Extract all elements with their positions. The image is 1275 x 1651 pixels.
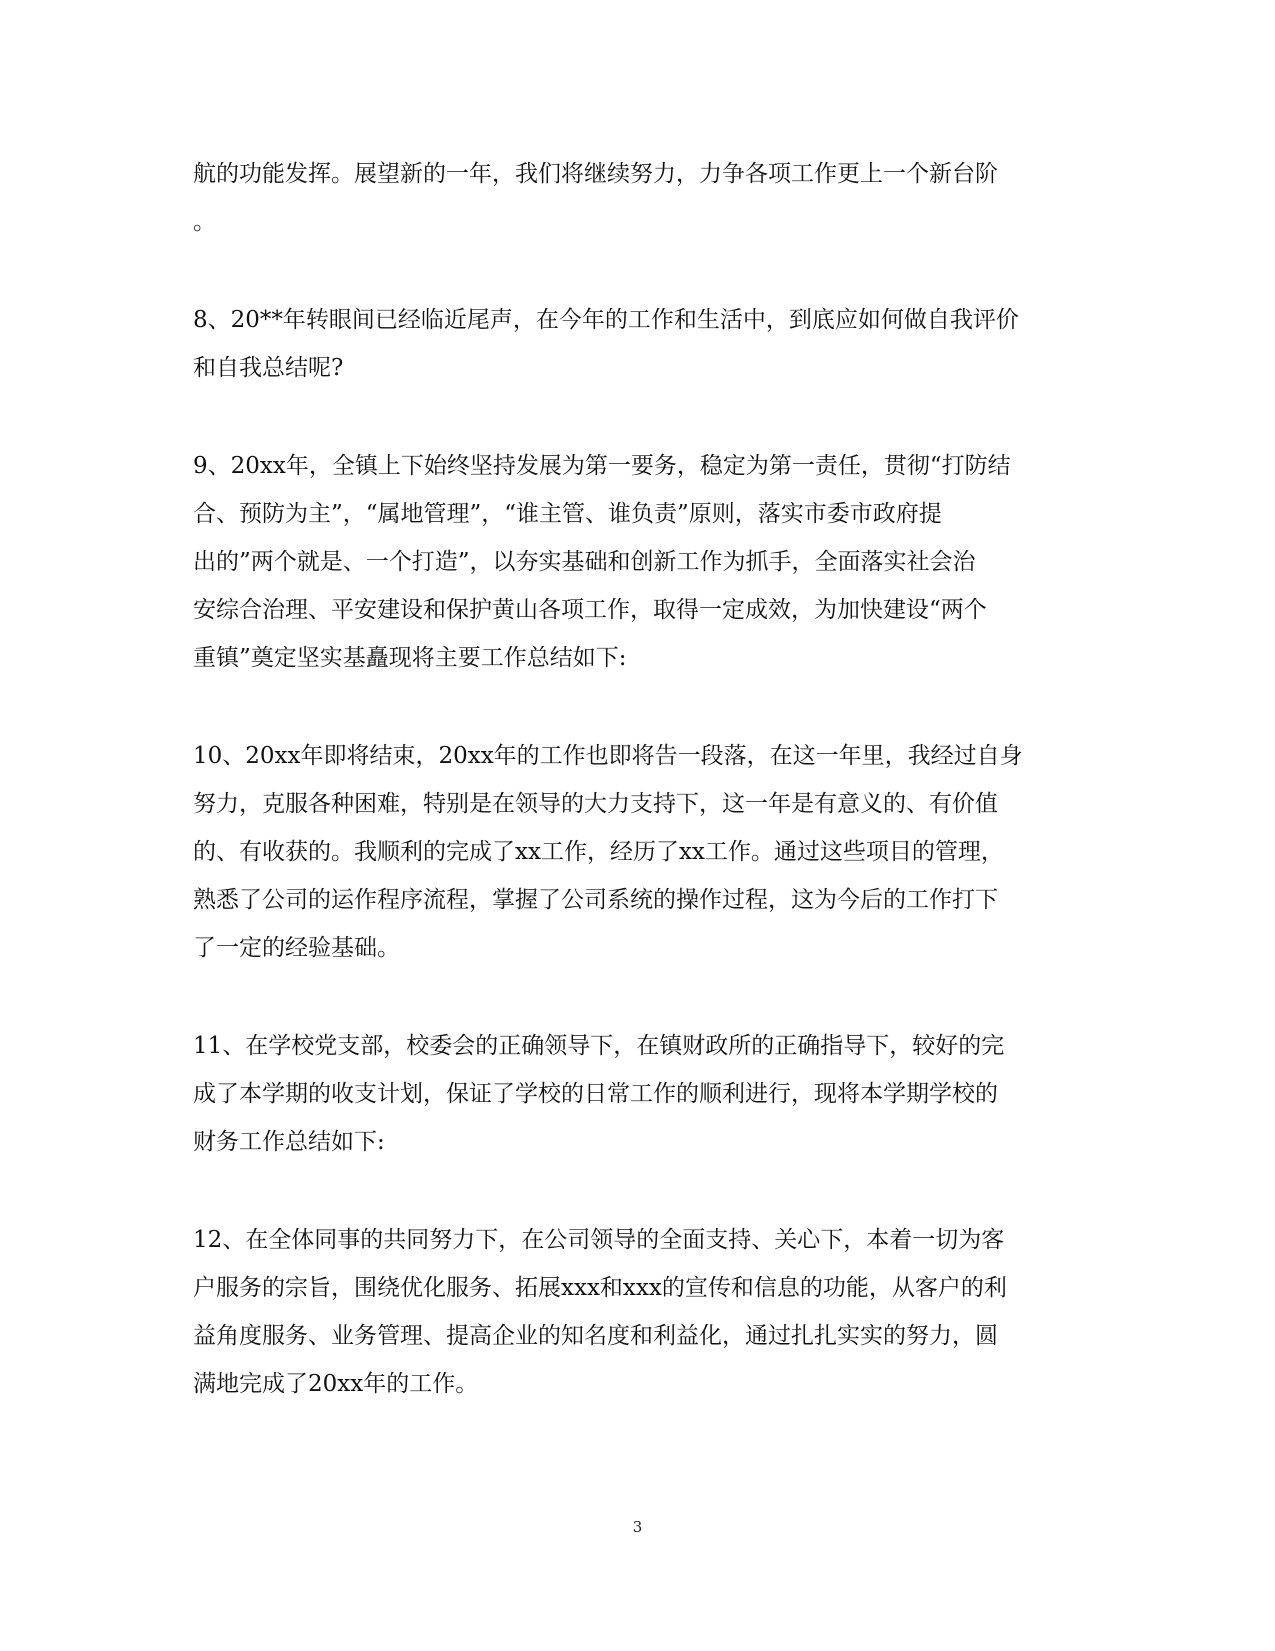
text-line: 努力，克服各种困难，特别是在领导的大力支持下，这一年是有意义的、有价值	[193, 791, 998, 817]
text-line: 财务工作总结如下:	[193, 1129, 385, 1155]
text-line: 益角度服务、业务管理、提高企业的知名度和利益化，通过扎扎实实的努力，圆	[193, 1323, 998, 1349]
paragraph-item-10	[193, 732, 1083, 972]
page-number: 3	[632, 1518, 643, 1536]
text-line: 满地完成了20xx年的工作。	[193, 1371, 479, 1397]
text-line: 。	[193, 209, 216, 235]
text-line: 重镇”奠定坚实基矗现将主要工作总结如下:	[193, 645, 627, 671]
text-line: 户服务的宗旨，围绕优化服务、拓展xxx和xxx的宣传和信息的功能，从客户的利	[193, 1275, 1007, 1301]
text-line: 8、20**年转眼间已经临近尾声，在今年的工作和生活中，到底应如何做自我评价	[193, 307, 1019, 333]
text-line: 11、在学校党支部，校委会的正确领导下，在镇财政所的正确指导下，较好的完	[193, 1033, 1005, 1059]
paragraph-item-11	[193, 1022, 1083, 1166]
text-line: 了一定的经验基础。	[193, 935, 400, 961]
text-line: 成了本学期的收支计划，保证了学校的日常工作的顺利进行，现将本学期学校的	[193, 1081, 998, 1107]
text-line: 熟悉了公司的运作程序流程，掌握了公司系统的操作过程，这为今后的工作打下	[193, 887, 998, 913]
text-line: 的、有收获的。我顺利的完成了xx工作，经历了xx工作。通过这些项目的管理，	[193, 839, 1004, 865]
text-line: 合、预防为主”，“属地管理”，“谁主管、谁负责”原则，落实市委市政府提	[193, 501, 942, 527]
paragraph-item-9	[193, 442, 1083, 682]
paragraph-continuation	[193, 150, 1083, 246]
text-line: 安综合治理、平安建设和保护黄山各项工作，取得一定成效，为加快建设“两个	[193, 597, 987, 623]
text-line: 和自我总结呢?	[193, 355, 344, 381]
paragraph-item-12	[193, 1216, 1083, 1408]
text-line: 9、20xx年，全镇上下始终坚持发展为第一要务，稳定为第一责任，贯彻“打防结	[193, 453, 1011, 479]
text-line: 航的功能发挥。展望新的一年，我们将继续努力，力争各项工作更上一个新台阶	[193, 161, 998, 187]
text-line: 出的”两个就是、一个打造”，以夯实基础和创新工作为抓手，全面落实社会治	[193, 549, 976, 575]
text-line: 12、在全体同事的共同努力下，在公司领导的全面支持、关心下，本着一切为客	[193, 1227, 1005, 1253]
document-body	[193, 150, 1083, 1458]
paragraph-item-8	[193, 296, 1083, 392]
text-line: 10、20xx年即将结束，20xx年的工作也即将告一段落，在这一年里，我经过自身	[193, 743, 1023, 769]
